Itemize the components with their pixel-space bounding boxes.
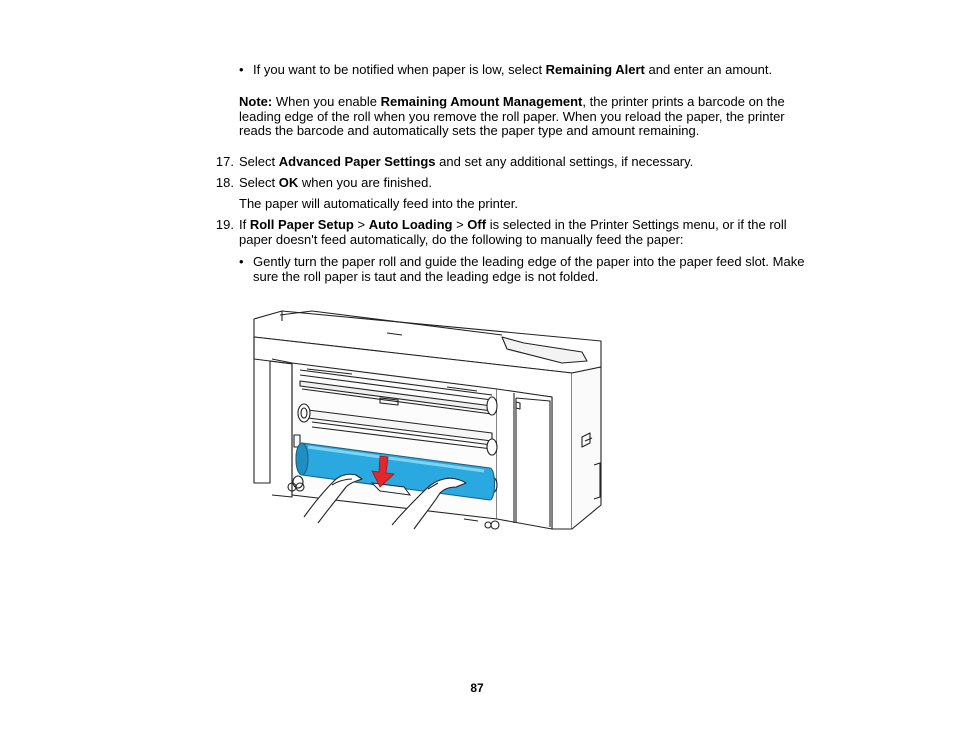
step-text <box>239 218 787 247</box>
step-number: 19. <box>215 217 234 232</box>
step-number: 17. <box>215 154 234 169</box>
note-block <box>239 95 785 139</box>
note-line-3: reads the barcode and automatically sets the paper type and amount remaining. <box>239 123 700 138</box>
bullet-text: If you want to be notified when paper is low, select Remaining Alert and enter an amount. <box>253 62 773 77</box>
step-line-2: paper doesn't feed automatically, do the following to manually feed the paper: <box>239 231 684 247</box>
bullet-mark: • <box>239 62 244 77</box>
step-text: Select Advanced Paper Settings and set any additional settings, if necessary. <box>239 154 694 169</box>
step-line-1: If Roll Paper Setup > Auto Loading > Off is selected in the Printer Settings menu, or if the roll <box>239 217 787 232</box>
note-line-2: leading edge of the roll when you remove the roll paper. When you reload the paper, the printer <box>239 108 785 124</box>
bullet-text: Gently turn the paper roll and guide the leading edge of the paper into the paper feed slot. Make sure the roll paper is taut and the leading edge is not folded. <box>253 254 805 284</box>
step-text: Select OK when you are finished. <box>239 175 432 190</box>
step-result: The paper will automatically feed into the printer. <box>239 196 518 211</box>
printer-illustration <box>252 297 604 537</box>
bullet-mark: • <box>239 254 244 269</box>
page-number: 87 <box>470 681 484 695</box>
step-number: 18. <box>215 175 234 190</box>
note-line-1: Note: When you enable Remaining Amount Management, the printer prints a barcode on the <box>239 94 785 109</box>
